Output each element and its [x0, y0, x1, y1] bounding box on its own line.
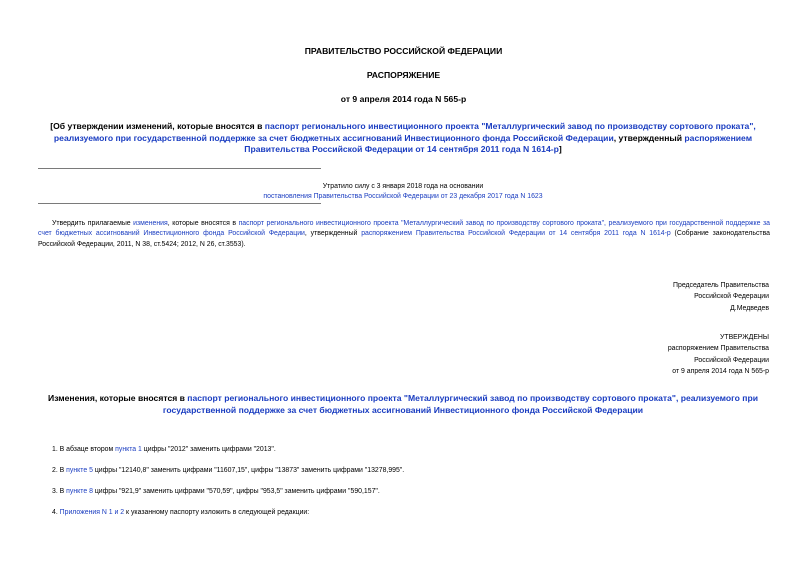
org-heading: ПРАВИТЕЛЬСТВО РОССИЙСКОЙ ФЕДЕРАЦИИ — [304, 46, 503, 56]
order-link[interactable]: распоряжением Правительства Российской Федерации от 14 сентября 2011 года N 1614-р — [361, 230, 671, 238]
item-text: 2. В — [52, 467, 67, 474]
item-text: цифры "921,9" заменить цифрами "570,59", цифры "953,5" заменить цифрами "590,157". — [92, 488, 380, 495]
repeal-decree-link[interactable]: постановления Правительства Российской Федерации от 23 декабря 2017 года N 1623 — [263, 193, 543, 200]
item-text: цифры "2012" заменить цифрами "2013". — [141, 446, 276, 453]
approval-line-1: УТВЕРЖДЕНЫ — [720, 334, 769, 341]
body-text-4: (Собрание законодательства Российской Федерации, 2011, N 38, ст.5424; 2012, N 26, ст.3553). — [38, 230, 770, 248]
divider-bottom — [38, 203, 321, 204]
body-paragraph — [38, 219, 770, 250]
item-link[interactable]: Приложения N 1 и 2 — [59, 509, 125, 516]
divider-top — [38, 168, 321, 169]
item-link[interactable]: пункте 5 — [66, 467, 93, 474]
list-item — [52, 488, 380, 495]
document-title — [38, 121, 768, 156]
doc-date-number: от 9 апреля 2014 года N 565-р — [340, 94, 467, 104]
title-prefix: Об утверждении изменений, которые вносятся в — [53, 121, 265, 131]
changes-title — [38, 393, 768, 416]
item-text: цифры "12140,8" заменить цифрами "11607,15", цифры "13873" заменить цифрами "13278,995". — [92, 467, 405, 474]
signature-block — [673, 280, 769, 314]
repeal-notice-text: Утратило силу с 3 января 2018 года на основании — [322, 183, 484, 190]
changes-title-prefix: Изменения, которые вносятся в — [48, 393, 188, 403]
title-mid: , утвержденный — [613, 132, 685, 143]
signature-name: Д.Медведев — [730, 304, 769, 312]
item-link[interactable]: пункта 1 — [115, 446, 142, 453]
list-item — [52, 467, 404, 474]
approval-line-4: от 9 апреля 2014 года N 565-р — [672, 368, 769, 376]
approval-line-2: распоряжением Правительства — [667, 345, 769, 353]
item-text: 4. — [52, 509, 60, 516]
title-passport-link[interactable]: паспорт регионального инвестиционного проекта "Металлургический завод по производству сортового проката", реализуемого при государственной поддержке за счет бюджетных ассигнований Инвестиционного фонда Российской Федерации — [53, 121, 756, 143]
approval-line-3: Российской Федерации — [694, 356, 769, 364]
repeal-notice — [38, 182, 768, 202]
changes-link[interactable]: изменения — [133, 220, 168, 227]
signature-line-2: Российской Федерации — [694, 293, 769, 301]
signature-line-1: Председатель Правительства — [673, 282, 769, 289]
approval-block — [668, 332, 769, 378]
body-text-2: , которые вносятся в — [167, 220, 239, 227]
passport-link[interactable]: паспорт регионального инвестиционного проекта "Металлургический завод по производству сортового проката", реализуемого при государственной поддержке за счет бюджетных ассигнований Инвестиционного фонда Российской Федерации — [38, 220, 770, 238]
list-item — [52, 509, 309, 516]
title-open-bracket: [ — [50, 121, 54, 131]
item-text: 3. В — [52, 488, 67, 495]
title-close-bracket: ] — [558, 144, 562, 154]
item-link[interactable]: пункте 8 — [66, 488, 93, 495]
changes-title-passport-link[interactable]: паспорт регионального инвестиционного проекта "Металлургический завод по производству сортового проката", реализуемого при государственной поддержке за счет бюджетных ассигнований Инвестиционного фонда Российской Федерации — [162, 393, 758, 415]
item-text: к указанному паспорту изложить в следующей редакции: — [124, 509, 310, 516]
item-text: 1. В абзаце втором — [52, 446, 116, 453]
title-order-link[interactable]: распоряжением Правительства Российской Федерации от 14 сентября 2011 года N 1614-р — [244, 132, 753, 154]
body-text-3: , утвержденный — [304, 230, 362, 238]
doc-type-heading: РАСПОРЯЖЕНИЕ — [366, 70, 441, 80]
list-item — [52, 446, 276, 453]
body-text-1: Утвердить прилагаемые — [52, 220, 134, 227]
